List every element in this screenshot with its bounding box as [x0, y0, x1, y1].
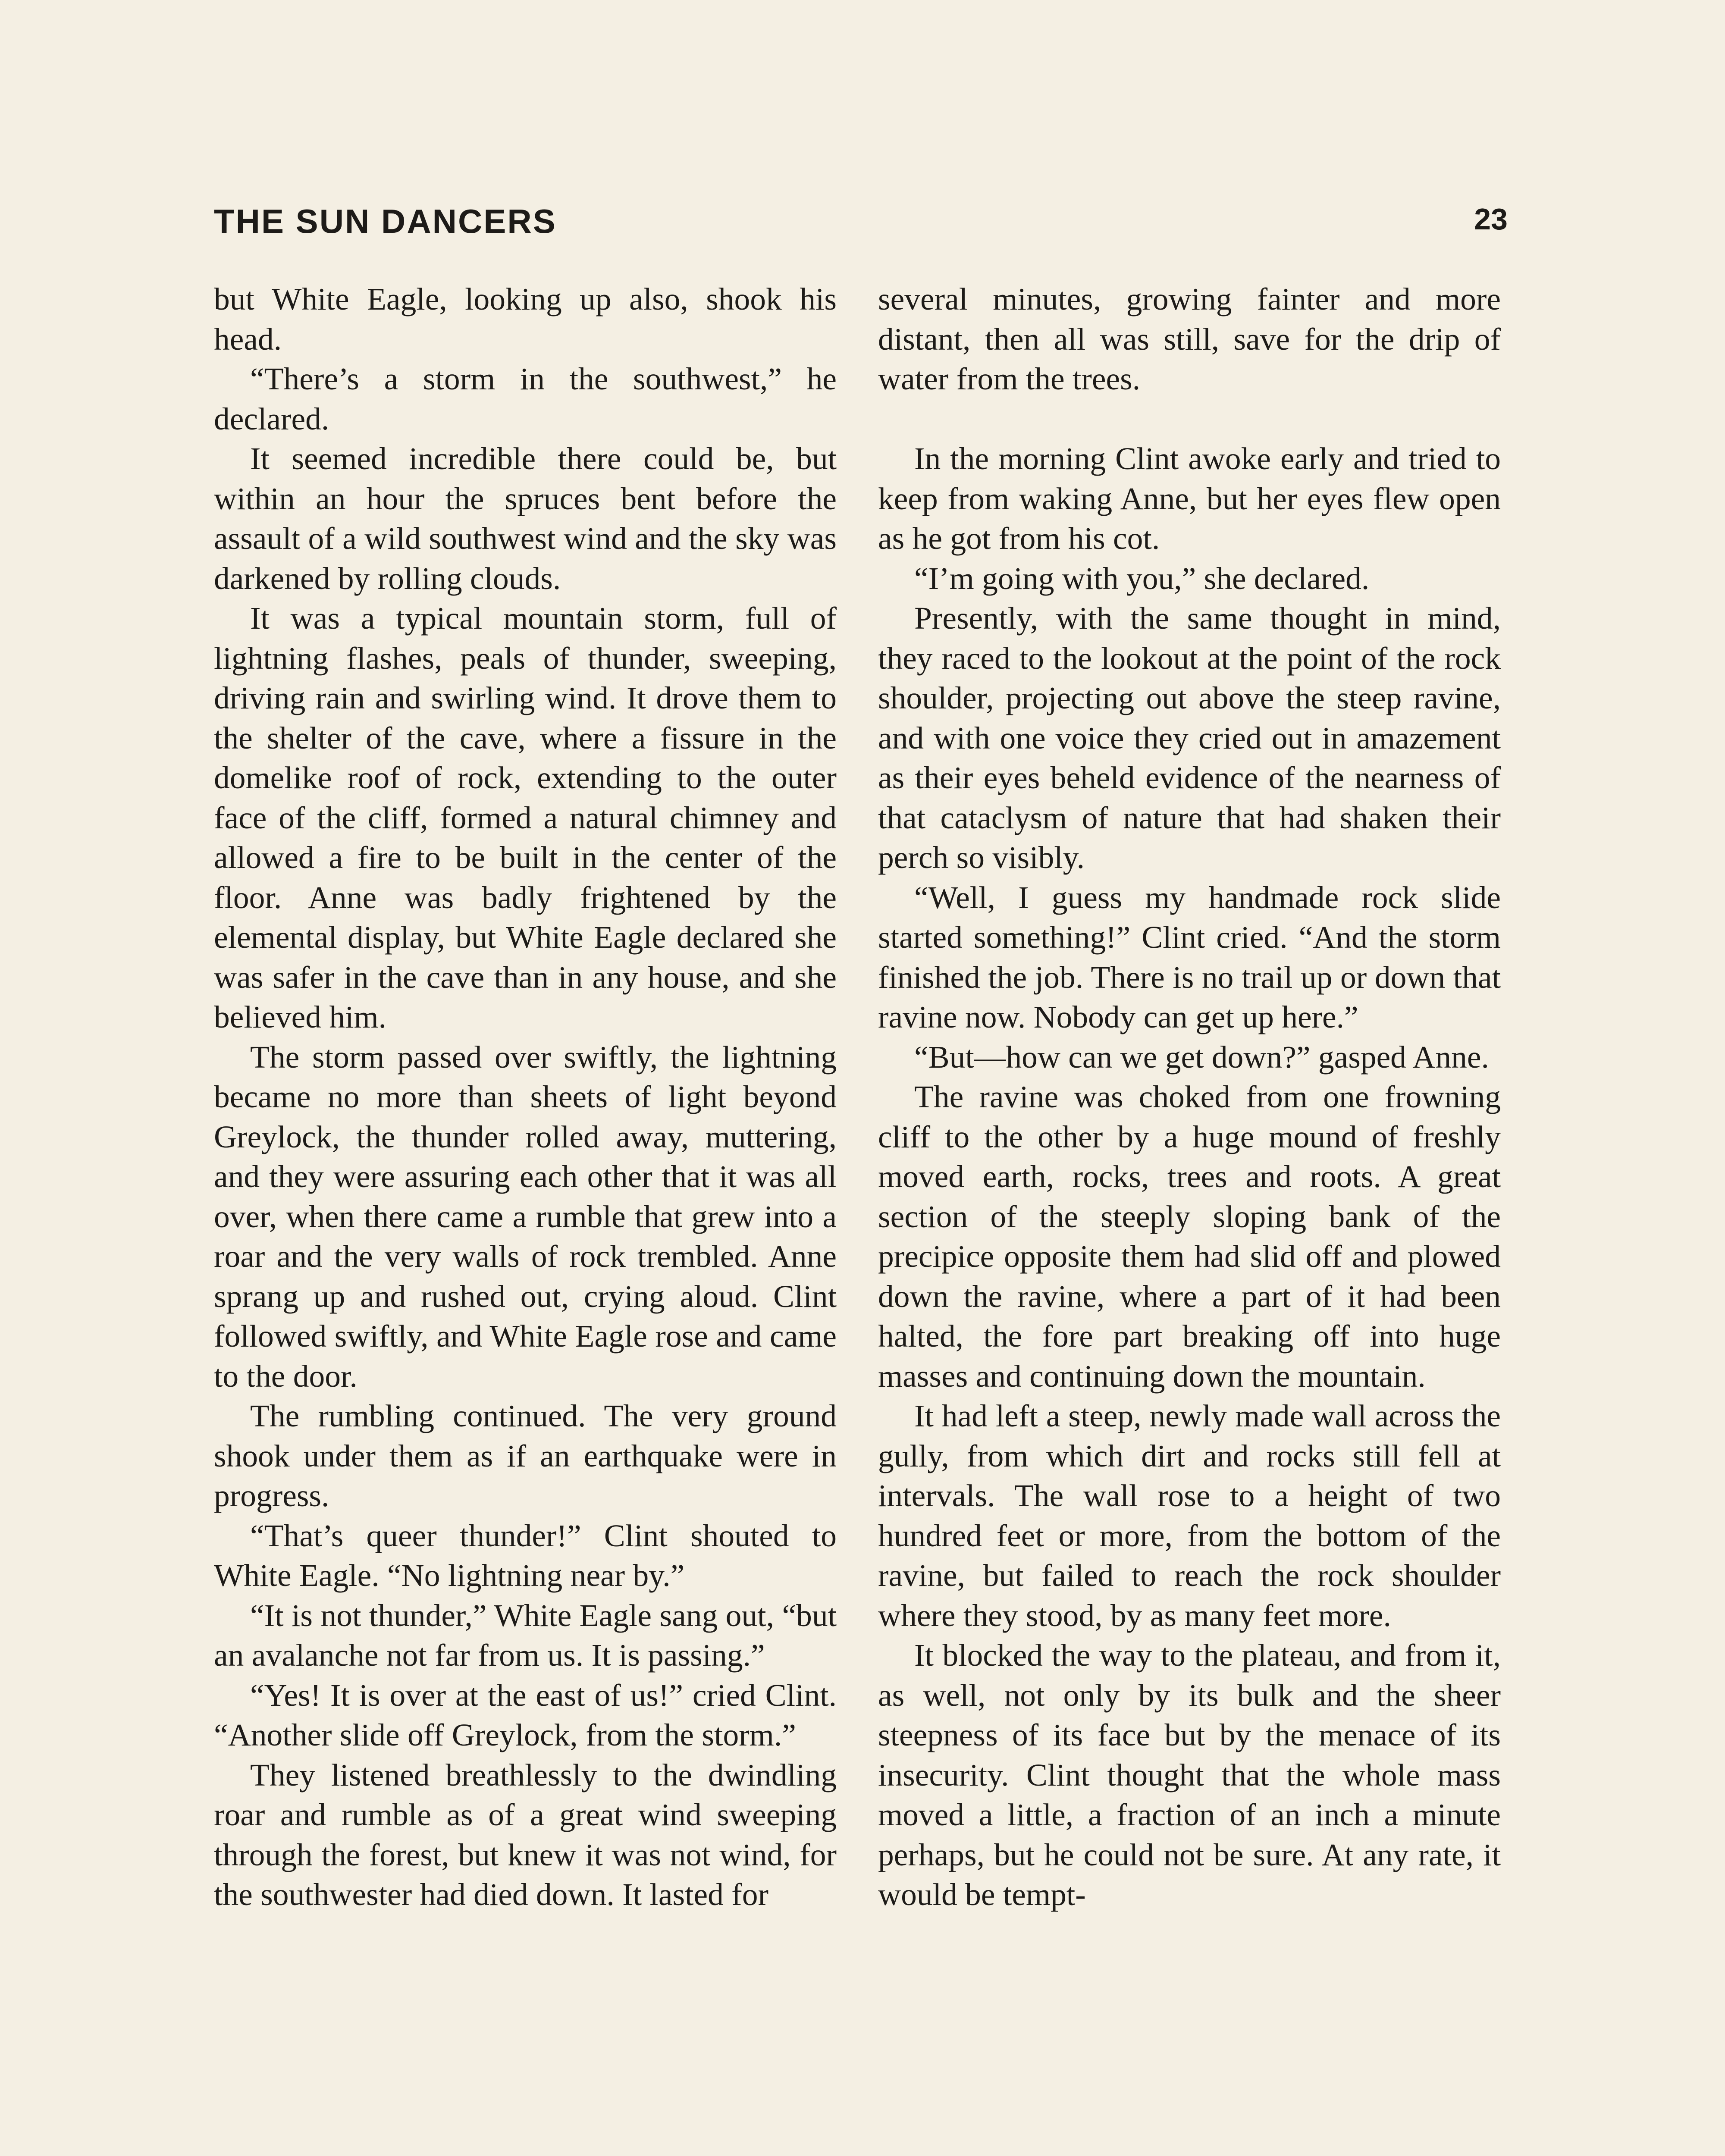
paragraph: It had left a steep, newly made wall across the gully, from which dirt and rocks still fell at intervals. The wall rose to a height of two hundred feet or more, from the bottom of the ravine, but failed to reach the rock shoulder where they stood, by as many feet more.: [878, 1398, 1501, 1633]
paragraph: “Well, I guess my handmade rock slide started something!” Clint cried. “And the storm finished the job. There is no trail up or down that ravine now. Nobody can get up here.”: [878, 880, 1501, 1034]
paragraph: The rumbling continued. The very ground shook under them as if an earthquake were in progress.: [214, 1398, 837, 1513]
paragraph: “Yes! It is over at the east of us!” cried Clint. “Another slide off Greylock, from the storm.”: [214, 1677, 837, 1752]
left-column: [214, 279, 837, 1915]
page-number: 23: [1474, 202, 1508, 236]
paragraph: but White Eagle, looking up also, shook his head.: [214, 282, 837, 357]
paragraph: Presently, with the same thought in mind, they raced to the lookout at the point of the rock shoulder, projecting out above the steep ravine, and with one voice they cried out in amazement as their eyes beheld evidence of the nearness of that cataclysm of nature that had shaken their perch so visibly.: [878, 601, 1501, 875]
paragraph: “I’m going with you,” she declared.: [914, 561, 1370, 596]
paragraph: They listened breathlessly to the dwindling roar and rumble as of a great wind sweeping through the forest, but knew it was not wind, for the southwester had died down. It lasted for: [214, 1757, 837, 1912]
running-title: THE SUN DANCERS: [214, 202, 557, 240]
paragraph: “There’s a storm in the southwest,” he declared.: [214, 361, 837, 436]
paragraph: It blocked the way to the plateau, and from it, as well, not only by its bulk and the sheer steepness of its face but by the menace of its insecurity. Clint thought that the whole mass moved a little, a fraction of an inch a minute perhaps, but he could not be sure. At any rate, it would be tempt-: [878, 1638, 1501, 1912]
paragraph: several minutes, growing fainter and more distant, then all was still, save for the drip of water from the trees.: [878, 282, 1501, 396]
page-header: [214, 202, 1508, 262]
paragraph: “That’s queer thunder!” Clint shouted to White Eagle. “No lightning near by.”: [214, 1518, 837, 1593]
paragraph: “But—how can we get down?” gasped Anne.: [914, 1039, 1489, 1075]
paragraph: It was a typical mountain storm, full of lightning flashes, peals of thunder, sweeping, driving rain and swirling wind. It drove them to the shelter of the cave, where a fissure in the domelike roof of rock, extending to the outer face of the cliff, formed a natural chimney and allowed a fire to be built in the center of the floor. Anne was badly frightened by the elemental display, but White Eagle declared she was safer in the cave than in any house, and she believed him.: [214, 601, 837, 1034]
paragraph: In the morning Clint awoke early and tried to keep from waking Anne, but her eyes flew open as he got from his cot.: [878, 441, 1501, 556]
paragraph: The storm passed over swiftly, the lightning became no more than sheets of light beyond Greylock, the thunder rolled away, muttering, and they were assuring each other that it was all over, when there came a rumble that grew into a roar and the very walls of rock trembled. Anne sprang up and rushed out, crying aloud. Clint followed swiftly, and White Eagle rose and came to the door.: [214, 1039, 837, 1394]
paragraph: The ravine was choked from one frowning cliff to the other by a huge mound of freshly moved earth, rocks, trees and roots. A great section of the steeply sloping bank of the precipice opposite them had slid off and plowed down the ravine, where a part of it had been halted, the fore part breaking off into huge masses and continuing down the mountain.: [878, 1079, 1501, 1394]
paragraph: It seemed incredible there could be, but within an hour the spruces bent before the assault of a wild southwest wind and the sky was darkened by rolling clouds.: [214, 441, 837, 596]
paragraph: “It is not thunder,” White Eagle sang out, “but an avalanche not far from us. It is passing.”: [214, 1598, 837, 1673]
right-column: [878, 279, 1501, 1915]
